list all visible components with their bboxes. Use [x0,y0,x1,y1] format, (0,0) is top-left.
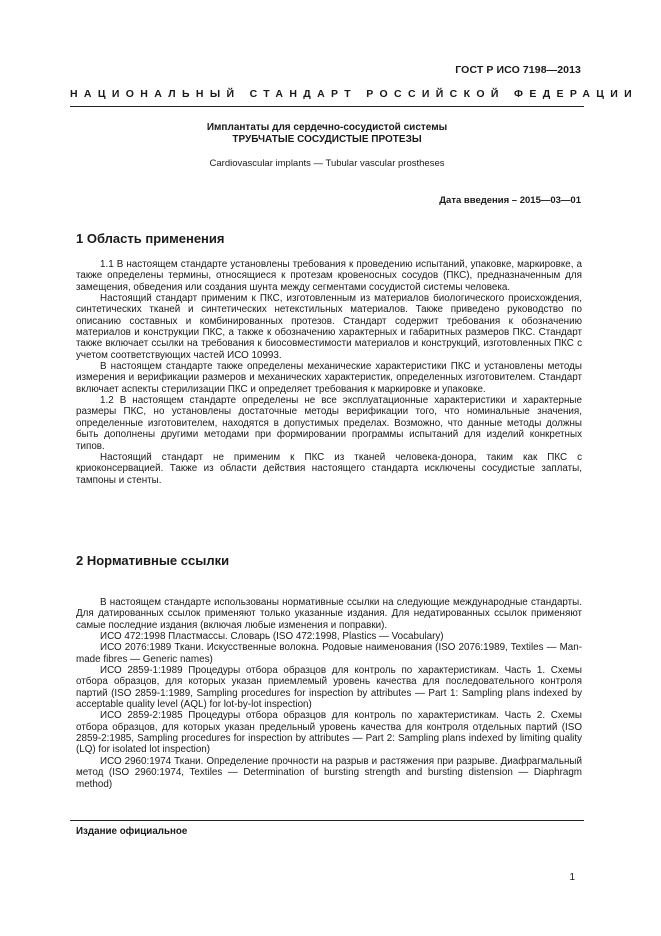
paragraph: 1.2 В настоящем стандарте определены не все эксплуатационные характеристики и характерные размеры ПКС, но установлены достаточные методы верификации того, что номинальные значения, определенные изготовителем, находятся в допустимых пределах. Возможно, что данные методы должны быть дополнены другими методами при формировании программы испытаний для изделий конкретных типов. [76,395,582,452]
paragraph: Настоящий стандарт применим к ПКС, изготовленным из материалов биологического происхождения, синтетических тканей и синтетических нетекстильных материалов. Также приведено руководство по описанию составных и комбинированных протезов. Стандарт содержит требования к обозначению материалов и конструкции ПКС, а также к обозначению характерных и габаритных размеров ПКС. Стандарт также включает ссылки на требования к биосовместимости материалов и конструкций, изготовленных ПКС с учетом соответствующих частей ИСО 10993. [76,293,582,361]
title-line-2: ТРУБЧАТЫЕ СОСУДИСТЫЕ ПРОТЕЗЫ [232,134,422,145]
paragraph: В настоящем стандарте также определены механические характеристики ПКС и установлены методы измерения и верификации размеров и механических характеристик, определенных изготовителем. Стандарт включает аспекты стерилизации ПКС и определяет требования к маркировке и упаковке. [76,361,582,395]
paragraph: 1.1 В настоящем стандарте установлены требования к проведению испытаний, упаковке, маркировке, а также определены термины, относящиеся к протезам кровеносных сосудов (ПКС), предназначенным для замещения, обведения или создания шунта между сегментами сосудистой системы человека. [76,259,582,293]
section-1-body [76,259,582,486]
header-divider [70,106,584,107]
title-line-1: Имплантаты для сердечно-сосудистой системы [206,122,448,133]
reference-item: ИСО 2076:1989 Ткани. Искусственные волокна. Родовые наименования (ISO 2076:1989, Textiles — Man-made fibres — Generic names) [76,642,582,665]
section-1-heading: 1 Область применения [76,231,225,246]
reference-item: ИСО 2859-1:1989 Процедуры отбора образцов для контроль по характеристикам. Часть 1. Схемы отбора образцов, для которых указан приемлемый уровень качества для последовательного контроля партий (ISO 2859-1:1989, Sampling procedures for inspection by attributes — Part 1: Sampling plans indexed by acceptable quality level (AQL) for lot-by-lot inspection) [76,665,582,711]
footer-divider [70,820,584,821]
reference-item: ИСО 472:1998 Пластмассы. Словарь (ISO 472:1998, Plastics — Vocabulary) [100,631,444,643]
paragraph: В настоящем стандарте использованы нормативные ссылки на следующие международные стандарты. Для датированных ссылок применяют только указанные издания. Для недатированных ссылок применяют самые последние издания (включая любые изменения и поправки). [76,597,582,631]
section-2-heading: 2 Нормативные ссылки [76,553,230,568]
reference-item: ИСО 2960:1974 Ткани. Определение прочности на разрыв и растяжения при разрыве. Диафрагмальный метод (ISO 2960:1974, Textiles — Determination of bursting strength and bursting distension — Diaphragm method) [76,755,582,790]
section-2-body [76,597,582,790]
national-standard-banner: НАЦИОНАЛЬНЫЙ СТАНДАРТ РОССИЙСКОЙ ФЕДЕРАЦИИ [70,88,639,100]
reference-item: ИСО 2859-2:1985 Процедуры отбора образцов для контроль по характеристикам. Часть 2. Схемы отбора образцов, для которых указан предельный уровень качества для контроля отдельных партий (ISO 2859-2:1985, Sampling procedures for inspection by attributes — Part 2: Sampling plans indexed by limiting quality (LQ) for isolated lot inspection) [76,710,582,756]
introduction-date: Дата введения – 2015—03—01 [439,195,581,206]
official-edition-label: Издание официальное [76,826,188,837]
paragraph: Настоящий стандарт не применим к ПКС из тканей человека-донора, таким как ПКС с криоконсервацией. Также из области действия настоящего стандарта исключены сосудистые заплаты, тампоны и стенты. [76,451,582,486]
standard-code: ГОСТ Р ИСО 7198—2013 [455,64,581,76]
page-number: 1 [569,872,575,883]
title-english: Cardiovascular implants — Tubular vascular prostheses [209,158,445,169]
